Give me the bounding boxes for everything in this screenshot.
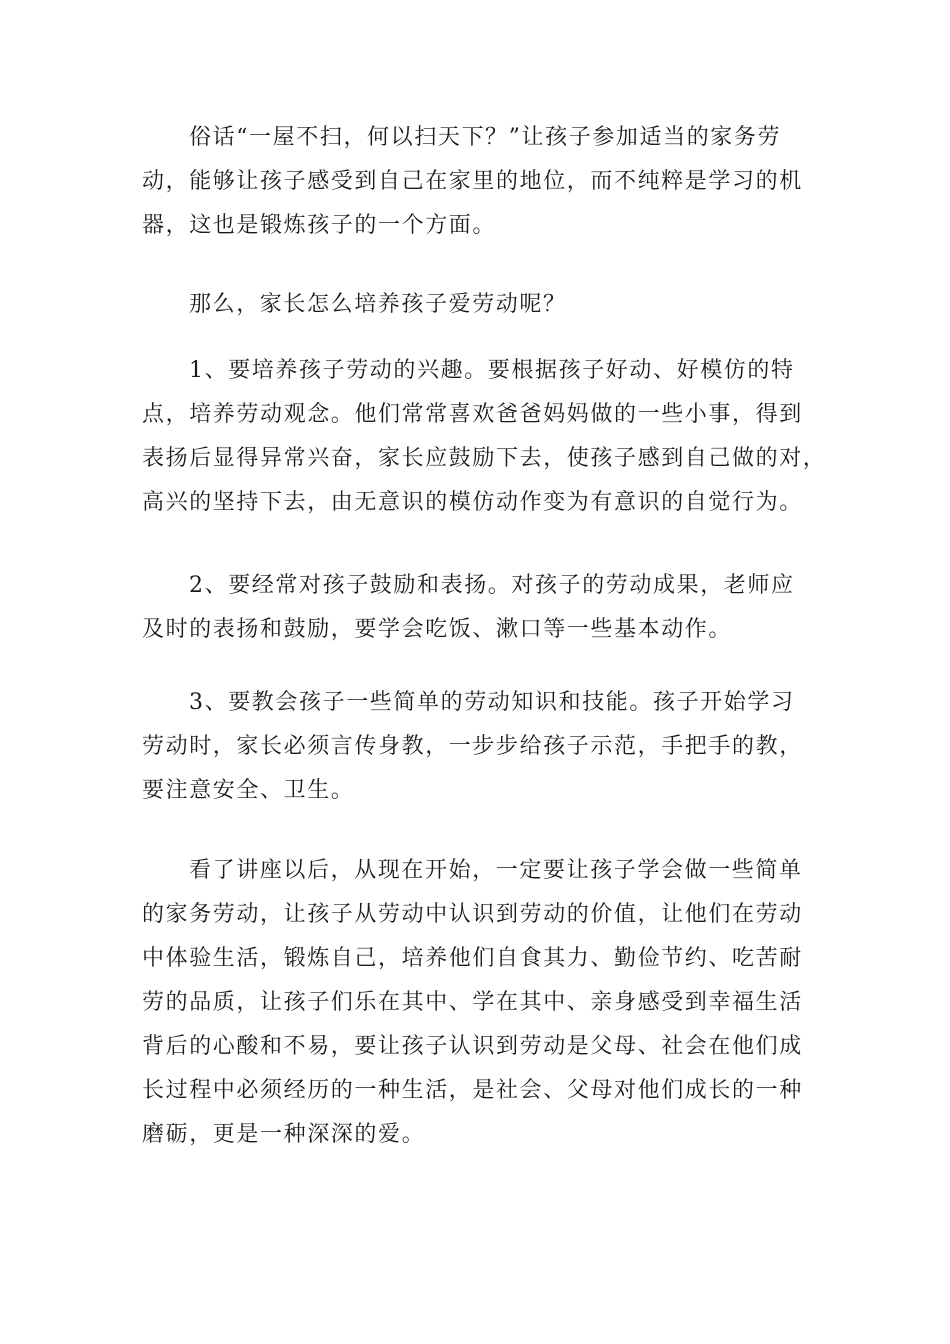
text-line: 及时的表扬和鼓励，要学会吃饭、漱口等一些基本动作。 <box>142 617 733 642</box>
text-line: 1、要培养孩子劳动的兴趣。要根据孩子好动、好模仿的特 <box>189 358 795 383</box>
text-line: 劳的品质，让孩子们乐在其中、学在其中、亲身感受到幸福生活 <box>142 990 803 1015</box>
paragraph-proverb <box>142 116 803 248</box>
text-line: 表扬后显得异常兴奋，家长应鼓励下去，使孩子感到自己做的对， <box>142 446 827 471</box>
text-line: 动，能够让孩子感受到自己在家里的地位，而不纯粹是学习的机 <box>142 169 803 194</box>
text-line: 要注意安全、卫生。 <box>142 778 355 803</box>
text-line: 器，这也是锻炼孩子的一个方面。 <box>142 213 497 238</box>
text-line: 背后的心酸和不易，要让孩子认识到劳动是父母、社会在他们成 <box>142 1034 803 1059</box>
text-line: 磨砺，更是一种深深的爱。 <box>142 1122 426 1147</box>
text-line: 的家务劳动，让孩子从劳动中认识到劳动的价值，让他们在劳动 <box>142 902 803 927</box>
text-line: 点，培养劳动观念。他们常常喜欢爸爸妈妈做的一些小事，得到 <box>142 402 803 427</box>
text-line: 看了讲座以后，从现在开始，一定要让孩子学会做一些简单 <box>189 858 803 883</box>
paragraph-point-3 <box>142 681 803 813</box>
paragraph-point-2 <box>142 564 795 652</box>
text-line: 2、要经常对孩子鼓励和表扬。对孩子的劳动成果，老师应 <box>189 573 795 598</box>
paragraph-question <box>142 283 567 327</box>
text-line: 俗话“一屋不扫，何以扫天下？”让孩子参加适当的家务劳 <box>189 125 782 150</box>
text-line: 那么，家长怎么培养孩子爱劳动呢？ <box>189 292 567 317</box>
text-line: 长过程中必须经历的一种生活，是社会、父母对他们成长的一种 <box>142 1078 803 1103</box>
paragraph-point-1 <box>142 349 826 525</box>
text-line: 中体验生活，锻炼自己，培养他们自食其力、勤俭节约、吃苦耐 <box>142 946 803 971</box>
text-line: 劳动时，家长必须言传身教，一步步给孩子示范，手把手的教， <box>142 734 803 759</box>
paragraph-conclusion <box>142 849 803 1157</box>
text-line: 3、要教会孩子一些简单的劳动知识和技能。孩子开始学习 <box>189 690 795 715</box>
text-line: 高兴的坚持下去，由无意识的模仿动作变为有意识的自觉行为。 <box>142 490 803 515</box>
